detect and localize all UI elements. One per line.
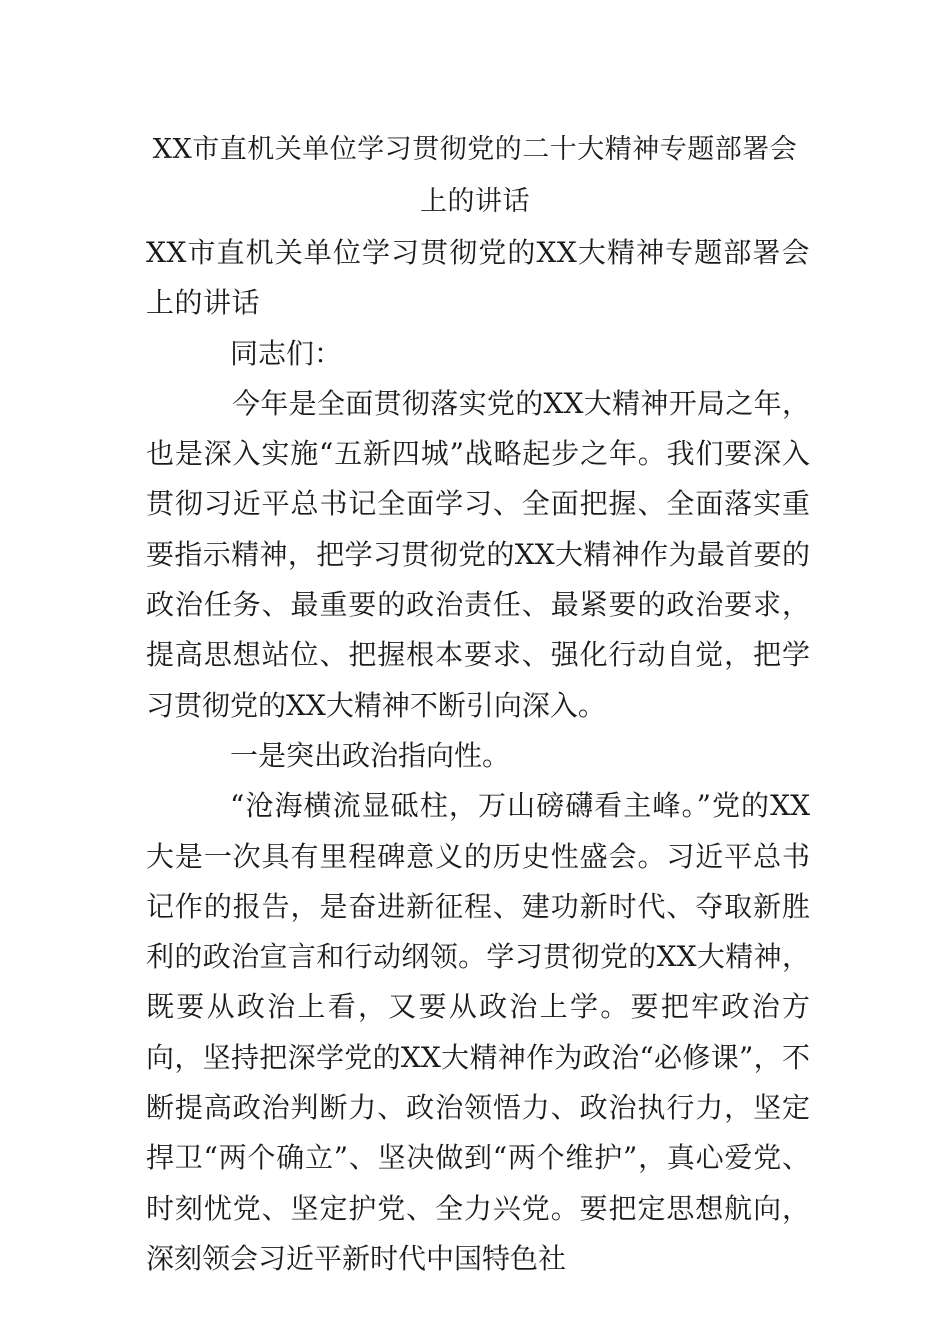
section-heading-1: 一是突出政治指向性。 bbox=[230, 738, 511, 772]
document-title: XX市直机关单位学习贯彻党的二十大精神专题部署会上的讲话 bbox=[152, 134, 798, 217]
salutation: 同志们： bbox=[230, 336, 343, 370]
paragraph-section-1: “沧海横流显砥柱，万山磅礴看主峰。”党的XX大是一次具有里程碑意义的历史性盛会。习近平总书记作的报告，是奋进新征程、建功新时代、夺取新胜利的政治宣言和行动纲领。学习贯彻党的XX大精神，既要从政治上看，又要从政治上学。要把牢政治方向，坚持把深学党的XX大精神作为政治“必修课”，不断提高政治判断力、政治领悟力、政治执行力，坚定捍卫“两个确立”、坚决做到“两个维护”，真心爱党、时刻忧党、坚定护党、全力兴党。要把定思想航向，深刻领会习近平新时代中国特色社 bbox=[146, 789, 810, 1275]
document-body bbox=[146, 228, 810, 1284]
document-subtitle: XX市直机关单位学习贯彻党的XX大精神专题部署会上的讲话 bbox=[146, 236, 810, 320]
paragraph-opening: 今年是全面贯彻落实党的XX大精神开局之年，也是深入实施“五新四城”战略起步之年。我们要深入贯彻习近平总书记全面学习、全面把握、全面落实重要指示精神，把学习贯彻党的XX大精神作为最首要的政治任务、最重要的政治责任、最紧要的政治要求，提高思想站位、把握根本要求、强化行动自觉，把学习贯彻党的XX大精神不断引向深入。 bbox=[146, 386, 810, 722]
